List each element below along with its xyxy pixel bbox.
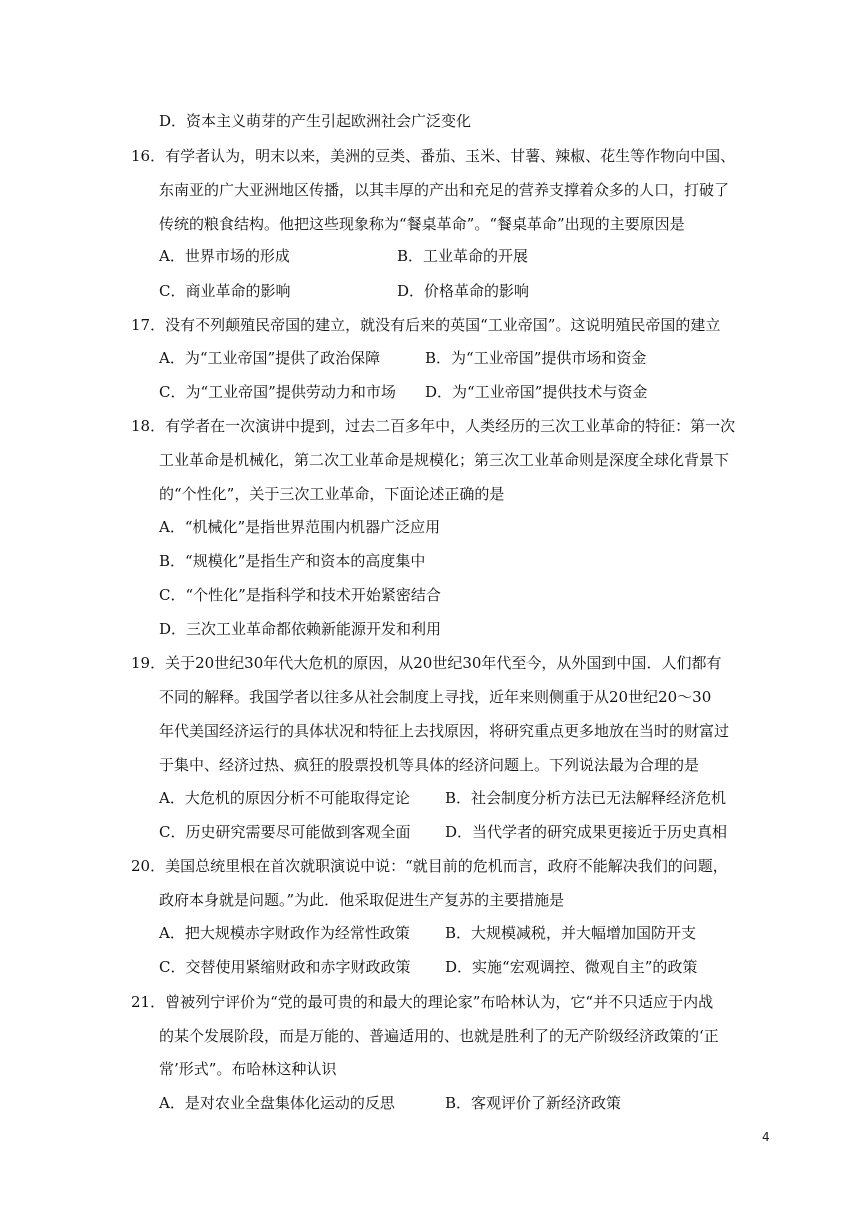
q19-stem-line-1: 19．关于20世纪30年代大危机的原因，从20世纪30年代至今，从外国到中国．人们都有 [131, 654, 722, 672]
q18-stem-line-3: 的“个性化”，关于三次工业革命，下面论述正确的是 [159, 485, 505, 503]
q19-option-c: C．历史研究需要尽可能做到客观全面 [159, 823, 411, 841]
q20-option-a: A．把大规模赤字财政作为经常性政策 [159, 924, 410, 942]
q16-stem-line-1: 16．有学者认为，明末以来，美洲的豆类、番茄、玉米、甘薯、辣椒、花生等作物向中国、 [131, 147, 736, 165]
q19-stem-line-4: 于集中、经济过热、疯狂的股票投机等具体的经济问题上。下列说法最为合理的是 [159, 756, 700, 774]
q18-option-a: A．“机械化”是指世界范围内机器广泛应用 [159, 518, 441, 536]
q18-option-d: D．三次工业革命都依赖新能源开发和利用 [159, 620, 442, 638]
q16-option-c: C．商业革命的影响 [159, 282, 291, 300]
q17-stem-line-1: 17．没有不列颠殖民帝国的建立，就没有后来的英国“工业帝国”。这说明殖民帝国的建立 [131, 316, 721, 334]
q19-stem-line-2: 不同的解释。我国学者以往多从社会制度上寻找，近年来则侧重于从20世纪20～30 [159, 688, 712, 706]
q19-option-a: A．大危机的原因分析不可能取得定论 [159, 789, 410, 807]
q19-option-d: D．当代学者的研究成果更接近于历史真相 [445, 823, 728, 841]
q18-option-b: B．“规模化”是指生产和资本的高度集中 [159, 552, 426, 570]
q20-option-d: D．实施“宏观调控、微观自主”的政策 [445, 958, 698, 976]
q18-option-c: C．“个性化”是指科学和技术开始紧密结合 [159, 586, 441, 604]
q16-stem-line-2: 东南亚的广大亚洲地区传播，以其丰厚的产出和充足的营养支撑着众多的人口，打破了 [159, 181, 730, 199]
q17-option-a: A．为“工业帝国”提供了政治保障 [159, 349, 381, 367]
q21-stem-line-1: 21．曾被列宁评价为“党的最可贵的和最大的理论家”布哈林认为，它“并不只适应于内战 [131, 993, 714, 1011]
q16-option-b: B．工业革命的开展 [397, 247, 529, 265]
q18-stem-line-1: 18．有学者在一次演讲中提到，过去二百多年中，人类经历的三次工业革命的特征：第一次 [131, 417, 736, 435]
q20-stem-line-1: 20．美国总统里根在首次就职演说中说：“就目前的危机而言，政府不能解决我们的问题， [131, 857, 728, 875]
page-number: 4 [762, 1130, 770, 1144]
q19-stem-line-3: 年代美国经济运行的具体状况和特征上去找原因，将研究重点更多地放在当时的财富过 [159, 722, 730, 740]
q21-stem-line-2: 的某个发展阶段，而是万能的、普遍适用的、也就是胜利了的无产阶级经济政策的‘正 [159, 1027, 719, 1045]
q17-option-c: C．为“工业帝国”提供劳动力和市场 [159, 383, 396, 401]
q20-option-c: C．交替使用紧缩财政和赤字财政政策 [159, 958, 411, 976]
q21-option-a: A．是对农业全盘集体化运动的反思 [159, 1094, 395, 1112]
q16-stem-line-3: 传统的粮食结构。他把这些现象称为“餐桌革命”。“餐桌革命”出现的主要原因是 [159, 215, 685, 233]
q18-stem-line-2: 工业革命是机械化，第二次工业革命是规模化；第三次工业革命则是深度全球化背景下 [159, 451, 730, 469]
q20-option-b: B．大规模减税，并大幅增加国防开支 [445, 924, 697, 942]
q16-option-a: A．世界市场的形成 [159, 247, 290, 265]
q19-option-b: B．社会制度分析方法已无法解释经济危机 [445, 789, 727, 807]
q21-stem-line-3: 常’形式”。布哈林这种认识 [159, 1060, 337, 1078]
q17-option-b: B．为“工业帝国”提供市场和资金 [425, 349, 647, 367]
q17-option-d: D．为“工业帝国”提供技术与资金 [425, 383, 648, 401]
q20-stem-line-2: 政府本身就是问题。”为此．他采取促进生产复苏的主要措施是 [159, 891, 565, 909]
q15-option-d: D．资本主义萌芽的产生引起欧洲社会广泛变化 [159, 112, 472, 130]
q16-option-d: D．价格革命的影响 [397, 282, 530, 300]
q21-option-b: B．客观评价了新经济政策 [445, 1094, 622, 1112]
